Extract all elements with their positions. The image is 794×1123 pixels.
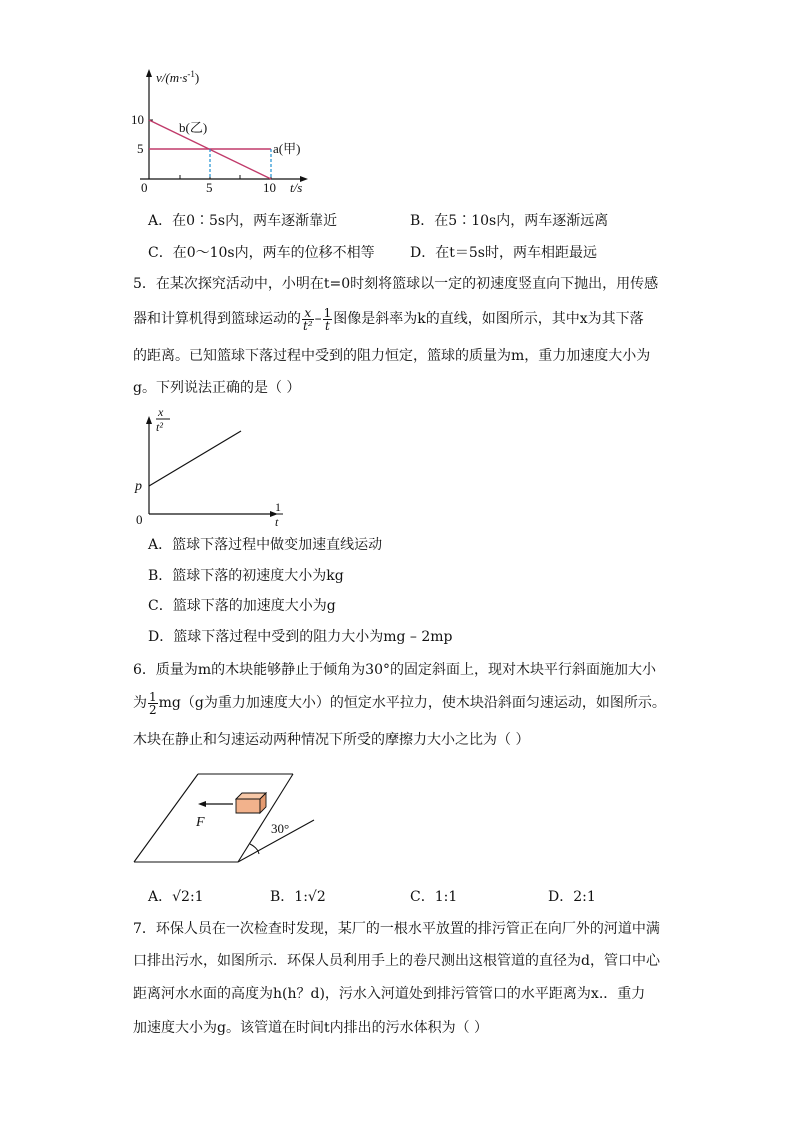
q6-fraction-half: $\frac{1}{2}$ — [149, 689, 157, 717]
q6-line-1: 6．质量为m的木块能够静止于倾角为30°的固定斜面上，现对木块平行斜面施加大小 — [133, 662, 656, 678]
y-axis-arrow — [146, 69, 152, 77]
q7-line-3: 距离河水水面的高度为h(h？d)，污水入河道处到排污管管口的水平距离为x.．重力 — [133, 986, 646, 1002]
q5-graph — [128, 400, 298, 530]
q6-option-a[interactable]: A．√2:1 — [148, 889, 204, 905]
q4-option-b[interactable]: B．在5∶10s内，两车逐渐远离 — [410, 213, 609, 229]
wood-block — [236, 793, 266, 813]
q5-y-label-den: t² — [156, 420, 163, 434]
q5-option-a[interactable]: A．篮球下落过程中做变加速直线运动 — [148, 537, 383, 553]
x-tick-10: 10 — [263, 180, 276, 195]
q6-line-3: 木块在静止和匀速运动两种情况下所受的摩擦力大小之比为（ ） — [133, 732, 530, 748]
q5-option-c[interactable]: C．篮球下落的加速度大小为g — [148, 598, 336, 614]
q5-line-3: 的距离。已知篮球下落过程中受到的阻力恒定，篮球的质量为m，重力加速度大小为 — [133, 348, 651, 364]
q6-line-2 — [133, 688, 666, 718]
q7-line-2: 口排出污水，如图所示．环保人员利用手上的卷尺测出这根管道的直径为d，管口中心 — [133, 953, 660, 969]
q6-incline-figure — [128, 768, 328, 870]
q5-line-1: 5．在某次探究活动中，小明在t=0时刻将篮球以一定的初速度竖直向下抛出，用传感 — [133, 276, 659, 292]
origin-label: 0 — [141, 180, 148, 195]
y-axis-label: $v/(m\cdot s^{-1})$ — [156, 69, 200, 85]
label-b: b(乙) — [179, 120, 208, 135]
q4-option-c[interactable]: C．在0～10s内，两车的位移不相等 — [148, 245, 375, 261]
q4-option-d[interactable]: D．在t＝5s时，两车相距最远 — [410, 245, 597, 261]
incline-near-edge — [238, 774, 293, 862]
q5-minus: – — [314, 311, 322, 327]
y-tick-10: 10 — [131, 112, 144, 127]
force-arrow-head — [198, 801, 206, 807]
q4-option-a[interactable]: A．在0∶5s内，两车逐渐靠近 — [148, 213, 338, 229]
q5-x-label-den: t — [275, 515, 279, 529]
q6-option-d[interactable]: D．2:1 — [548, 889, 596, 905]
x-tick-5: 5 — [206, 180, 213, 195]
q5-line-4: g。下列说法正确的是（ ） — [133, 380, 301, 396]
q5-fraction-x-over-t2: $\frac{x}{\text{t²}}$ — [303, 305, 313, 333]
incline-far-edge — [134, 774, 198, 862]
q5-origin: 0 — [136, 512, 143, 527]
q5-y-arrow — [146, 416, 152, 424]
q7-line-1: 7．环保人员在一次检查时发现，某厂的一根水平放置的排污管正在向厂外的河道中满 — [133, 921, 660, 937]
q6-option-c[interactable]: C．1:1 — [410, 889, 458, 905]
q5-line-2 — [133, 304, 644, 334]
q6-line-2-post: mg（g为重力加速度大小）的恒定水平拉力，使木块沿斜面匀速运动，如图所示。 — [158, 695, 666, 711]
x-axis-label: t/s — [290, 180, 303, 195]
angle-label: 30° — [271, 821, 290, 836]
q5-line-2-post: 图像是斜率为k的直线，如图所示，其中x为其下落 — [333, 311, 644, 327]
q6-line-2-pre: 为 — [133, 695, 147, 711]
q5-y-label-num: x — [158, 405, 164, 419]
q7-line-4: 加速度大小为g。该管道在时间t内排出的污水体积为（ ） — [133, 1020, 489, 1036]
q5-line-2-pre: 器和计算机得到篮球运动的 — [133, 311, 301, 327]
q5-option-b[interactable]: B．篮球下落的初速度大小为kg — [148, 568, 344, 584]
q4-vt-chart — [120, 66, 340, 196]
q5-option-d[interactable]: D．篮球下落过程中受到的阻力大小为mg – 2mp — [148, 629, 453, 645]
q5-fraction-1-over-t: $\frac{1}{t}$ — [323, 305, 332, 333]
label-a: a(甲) — [273, 141, 301, 156]
q5-p-label: p — [135, 479, 142, 494]
q6-option-b[interactable]: B．1:√2 — [270, 889, 326, 905]
q5-x-label-num: 1 — [275, 500, 281, 514]
force-label: F — [196, 815, 205, 830]
y-tick-5: 5 — [137, 141, 144, 156]
q5-data-line — [149, 431, 241, 486]
